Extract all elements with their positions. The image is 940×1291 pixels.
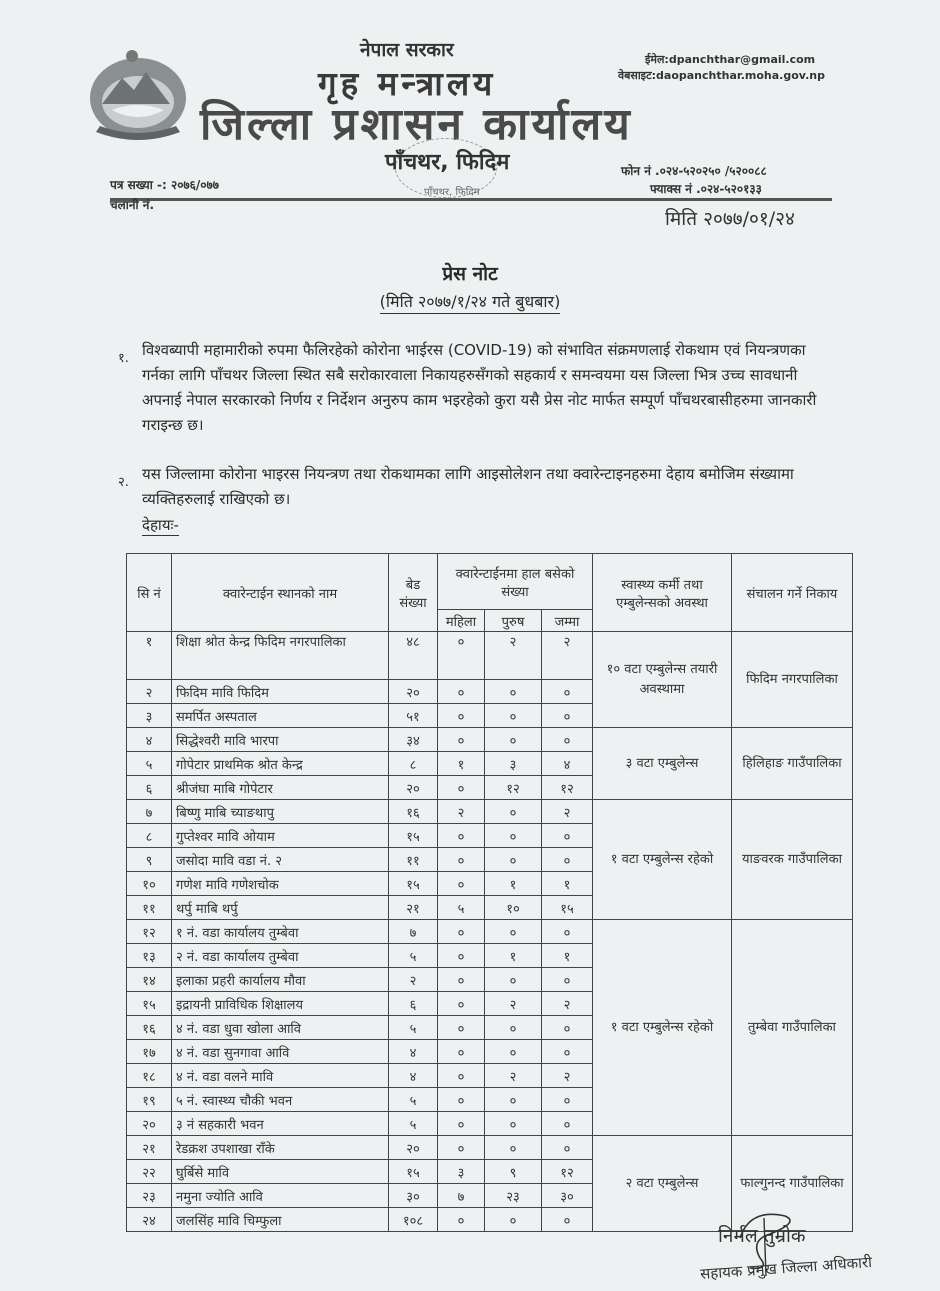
row-beds: ५१ (389, 704, 438, 728)
row-name: इद्रायनी प्राविधिक शिक्षालय (172, 992, 389, 1016)
row-total: २ (542, 992, 593, 1016)
row-male: ३ (485, 752, 542, 776)
row-sn: ८ (127, 824, 172, 848)
row-total: १ (542, 872, 593, 896)
row-beds: ६ (389, 992, 438, 1016)
row-name: ३ नं सहकारी भवन (172, 1112, 389, 1136)
row-beds: १०८ (389, 1208, 438, 1232)
row-name: गोपेटार प्राथमिक श्रोत केन्द्र (172, 752, 389, 776)
row-beds: ५ (389, 1112, 438, 1136)
row-name: जसोदा मावि वडा नं. २ (172, 848, 389, 872)
group-health-status: ३ वटा एम्बुलेन्स (593, 728, 732, 800)
row-male: ० (485, 1016, 542, 1040)
row-total: २ (542, 632, 593, 680)
row-beds: २१ (389, 896, 438, 920)
row-male: २ (485, 992, 542, 1016)
row-total: ० (542, 848, 593, 872)
row-name: समर्पित अस्पताल (172, 704, 389, 728)
row-sn: ९ (127, 848, 172, 872)
row-total: ० (542, 1088, 593, 1112)
row-name: नमुना ज्योति आवि (172, 1184, 389, 1208)
row-sn: १ (127, 632, 172, 680)
table-row (127, 800, 853, 824)
row-name: जलसिंह मावि चिम्फुला (172, 1208, 389, 1232)
details-label: देहायः- (142, 516, 179, 534)
row-beds: ४८ (389, 632, 438, 680)
row-male: २ (485, 1064, 542, 1088)
row-beds: २० (389, 1136, 438, 1160)
row-female: ० (438, 704, 485, 728)
row-female: ७ (438, 1184, 485, 1208)
letter-date: मिति २०७७/०१/२४ (665, 208, 795, 230)
row-male: ० (485, 680, 542, 704)
row-total: ० (542, 1040, 593, 1064)
row-female: ३ (438, 1160, 485, 1184)
row-sn: १० (127, 872, 172, 896)
row-female: ० (438, 1136, 485, 1160)
row-sn: १२ (127, 920, 172, 944)
row-beds: २ (389, 968, 438, 992)
row-beds: ४ (389, 1040, 438, 1064)
row-total: ० (542, 1112, 593, 1136)
row-male: ० (485, 728, 542, 752)
row-name: रेडक्रश उपशाखा राँके (172, 1136, 389, 1160)
table-row (127, 632, 853, 680)
row-name: शिक्षा श्रोत केन्द्र फिदिम नगरपालिका (172, 632, 389, 680)
row-total: २ (542, 1064, 593, 1088)
row-female: ० (438, 776, 485, 800)
row-total: ३० (542, 1184, 593, 1208)
row-beds: ५ (389, 1088, 438, 1112)
row-beds: १५ (389, 1160, 438, 1184)
header-sn: सि नं (127, 554, 172, 632)
row-beds: ४ (389, 1064, 438, 1088)
row-total: १२ (542, 1160, 593, 1184)
group-health-status: १ वटा एम्बुलेन्स रहेको (593, 920, 732, 1136)
row-beds: ७ (389, 920, 438, 944)
row-male: ० (485, 824, 542, 848)
header-male: पुरुष (485, 610, 542, 632)
row-male: ० (485, 1112, 542, 1136)
row-sn: १५ (127, 992, 172, 1016)
row-female: ० (438, 920, 485, 944)
row-name: सिद्धेश्वरी मावि भारपा (172, 728, 389, 752)
row-female: ५ (438, 896, 485, 920)
row-female: ० (438, 968, 485, 992)
row-name: घुर्बिसे मावि (172, 1160, 389, 1184)
row-male: १ (485, 872, 542, 896)
row-beds: १५ (389, 872, 438, 896)
phone-number: फोन नं .०२४-५२०२५० /५२००८८ (621, 164, 767, 178)
row-total: ४ (542, 752, 593, 776)
row-female: २ (438, 800, 485, 824)
paragraph-1 (118, 338, 818, 438)
group-operator: हिलिहाङ गाउँपालिका (732, 728, 853, 800)
office-place: पाँचथर, फिदिम (385, 150, 510, 175)
header-current: क्वारेन्टाईनमा हाल बसेको संख्या (438, 554, 593, 610)
row-total: ० (542, 1136, 593, 1160)
row-sn: १४ (127, 968, 172, 992)
row-name: श्रीजंघा माबि गोपेटार (172, 776, 389, 800)
row-name: ५ नं. स्वास्थ्य चौकी भवन (172, 1088, 389, 1112)
row-male: ० (485, 800, 542, 824)
nepal-government-emblem-icon (82, 44, 194, 144)
office-name: जिल्ला प्रशासन कार्यालय (200, 99, 633, 150)
email-link[interactable]: ईमेल:dpanchthar@gmail.com (645, 53, 816, 66)
ministry-name: गृह मन्त्रालय (318, 64, 497, 103)
letter-number: पत्र सख्या -: २०७६/०७७ (110, 178, 220, 192)
paragraph-2 (118, 462, 818, 512)
group-operator: फिदिम नगरपालिका (732, 632, 853, 728)
row-sn: ५ (127, 752, 172, 776)
government-name: नेपाल सरकार (360, 39, 454, 61)
group-health-status: १ वटा एम्बुलेन्स रहेको (593, 800, 732, 920)
row-beds: २० (389, 680, 438, 704)
header-health: स्वास्थ्य कर्मी तथा एम्बुलेन्सको अवस्था (593, 554, 732, 632)
paragraph-number: १. (118, 351, 129, 366)
row-beds: २० (389, 776, 438, 800)
row-male: ० (485, 920, 542, 944)
group-operator: याङवरक गाउँपालिका (732, 800, 853, 920)
row-female: ० (438, 824, 485, 848)
row-female: ० (438, 1016, 485, 1040)
row-female: १ (438, 752, 485, 776)
row-sn: १७ (127, 1040, 172, 1064)
paragraph-text: विश्वब्यापी महामारीको रुपमा फैलिरहेको कोरोना भाईरस (COVID-19) को संभावित संक्रमणलाई रोकथाम एवं नियन्त्रणका गर्नका लागि पाँचथर जिल्ला स्थित सबै सरोकारवाला निकायहरुसँगको सहकार्य र समन्वयमा यस जिल्ला भित्र उच्च सावधानी अपनाई नेपाल सरकारको निर्णय र निर्देशन अनुरुप काम भइरहेको कुरा यसै प्रेस नोट मार्फत सम्पूर्ण पाँचथरबासीहरुमा जानकारी गराइन्छ छ। (142, 341, 817, 434)
fax-number: फ्याक्स नं .०२४-५२०१३३ (650, 182, 762, 196)
row-male: ० (485, 704, 542, 728)
header-female: महिला (438, 610, 485, 632)
row-sn: १८ (127, 1064, 172, 1088)
signatory-title: सहायक प्रमुख जिल्ला अधिकारी (699, 1253, 873, 1283)
header-divider (110, 198, 832, 201)
row-name: ४ नं. वडा धुवा खोला आवि (172, 1016, 389, 1040)
row-name: गुप्तेश्वर मावि ओयाम (172, 824, 389, 848)
paragraph-text: यस जिल्लामा कोरोना भाइरस नियन्त्रण तथा रोकथामका लागि आइसोलेशन तथा क्वारेन्टाइनहरुमा देहाय बमोजिम संख्यामा व्यक्तिहरुलाई राखिएको छ। (142, 465, 794, 508)
row-name: २ नं. वडा कार्यालय तुम्बेवा (172, 944, 389, 968)
signatory-name: निर्मल तुम्रोक (718, 1225, 806, 1247)
header-total: जम्मा (542, 610, 593, 632)
stamp-text: पाँचथर, फिदिम (424, 187, 480, 198)
row-male: २ (485, 632, 542, 680)
header-beds: बेड संख्या (389, 554, 438, 632)
row-name: फिदिम मावि फिदिम (172, 680, 389, 704)
row-sn: १६ (127, 1016, 172, 1040)
header-operator: संचालन गर्ने निकाय (732, 554, 853, 632)
row-beds: ५ (389, 944, 438, 968)
row-total: २ (542, 800, 593, 824)
row-sn: ७ (127, 800, 172, 824)
row-total: ० (542, 704, 593, 728)
row-sn: ३ (127, 704, 172, 728)
row-female: ० (438, 872, 485, 896)
row-sn: ४ (127, 728, 172, 752)
row-total: ० (542, 1208, 593, 1232)
row-beds: ३४ (389, 728, 438, 752)
row-female: ० (438, 1208, 485, 1232)
row-beds: ५ (389, 1016, 438, 1040)
row-sn: २१ (127, 1136, 172, 1160)
row-beds: १५ (389, 824, 438, 848)
row-sn: २० (127, 1112, 172, 1136)
dispatch-number: चलानी नं. (110, 198, 155, 212)
row-male: ० (485, 848, 542, 872)
row-female: ० (438, 848, 485, 872)
row-total: ० (542, 920, 593, 944)
row-total: ० (542, 968, 593, 992)
row-name: थर्पु माबि थर्पु (172, 896, 389, 920)
row-beds: ११ (389, 848, 438, 872)
row-sn: २४ (127, 1208, 172, 1232)
row-name: ४ नं. वडा वलने मावि (172, 1064, 389, 1088)
row-total: ० (542, 824, 593, 848)
row-female: ० (438, 680, 485, 704)
press-note-date-text: (मिति २०७७/१/२४ गते बुधबार) (380, 292, 561, 314)
press-note-date (0, 290, 940, 312)
row-total: १५ (542, 896, 593, 920)
row-female: ० (438, 1040, 485, 1064)
table-row (127, 728, 853, 752)
press-note-title: प्रेस नोट (442, 263, 498, 285)
row-female: ० (438, 632, 485, 680)
group-operator: फाल्गुनन्द गाउँपालिका (732, 1136, 853, 1232)
row-total: ० (542, 728, 593, 752)
table-row (127, 920, 853, 944)
row-beds: ८ (389, 752, 438, 776)
group-health-status: २ वटा एम्बुलेन्स (593, 1136, 732, 1232)
row-name: ४ नं. वडा सुनगावा आवि (172, 1040, 389, 1064)
row-beds: १६ (389, 800, 438, 824)
row-male: ० (485, 1136, 542, 1160)
row-male: ० (485, 1208, 542, 1232)
row-male: ० (485, 1088, 542, 1112)
row-sn: १९ (127, 1088, 172, 1112)
row-male: ९ (485, 1160, 542, 1184)
row-male: १२ (485, 776, 542, 800)
row-name: इलाका प्रहरी कार्यालय मौवा (172, 968, 389, 992)
row-female: ० (438, 944, 485, 968)
row-female: ० (438, 1088, 485, 1112)
row-sn: २३ (127, 1184, 172, 1208)
group-operator: तुम्बेवा गाउँपालिका (732, 920, 853, 1136)
row-total: १ (542, 944, 593, 968)
header-name: क्वारेन्टाईन स्थानको नाम (172, 554, 389, 632)
row-sn: ६ (127, 776, 172, 800)
row-sn: १३ (127, 944, 172, 968)
row-female: ० (438, 728, 485, 752)
row-male: ० (485, 1040, 542, 1064)
website-link[interactable]: वेबसाइट:daopanchthar.moha.gov.np (618, 69, 825, 82)
row-total: ० (542, 680, 593, 704)
group-health-status: १० वटा एम्बुलेन्स तयारी अवस्थामा (593, 632, 732, 728)
row-female: ० (438, 992, 485, 1016)
row-female: ० (438, 1112, 485, 1136)
row-sn: २२ (127, 1160, 172, 1184)
row-sn: ११ (127, 896, 172, 920)
row-male: ० (485, 968, 542, 992)
row-female: ० (438, 1064, 485, 1088)
table-row (127, 1136, 853, 1160)
row-name: बिष्णु माबि च्याङथापु (172, 800, 389, 824)
quarantine-table (126, 553, 853, 1232)
row-male: १ (485, 944, 542, 968)
row-total: १२ (542, 776, 593, 800)
row-name: गणेश मावि गणेशचोक (172, 872, 389, 896)
row-male: २३ (485, 1184, 542, 1208)
row-total: ० (542, 1016, 593, 1040)
row-name: १ नं. वडा कार्यालय तुम्बेवा (172, 920, 389, 944)
row-beds: ३० (389, 1184, 438, 1208)
row-sn: २ (127, 680, 172, 704)
table-body (127, 632, 853, 1232)
row-male: १० (485, 896, 542, 920)
paragraph-number: २. (118, 475, 129, 490)
